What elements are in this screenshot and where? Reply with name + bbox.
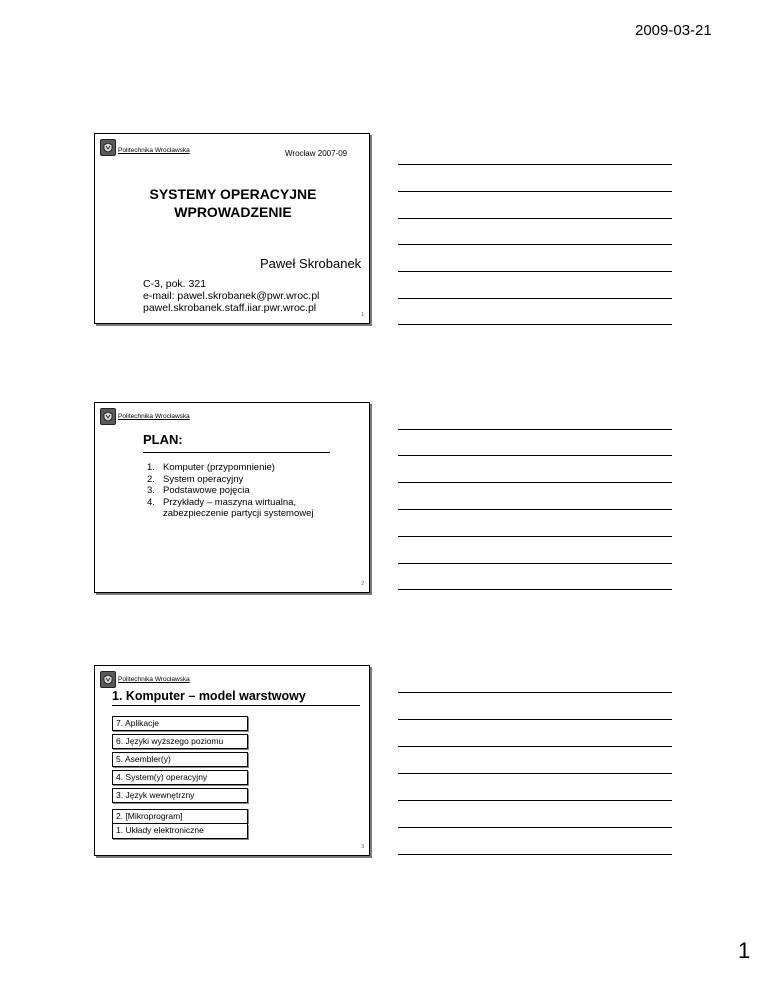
university-name: Politechnika Wrocławska xyxy=(118,676,190,683)
notes-line xyxy=(398,509,672,510)
layer-stack xyxy=(112,716,252,842)
notes-line xyxy=(398,692,672,693)
layer-box: 5. Asembler(y) xyxy=(112,752,248,767)
plan-list xyxy=(147,462,323,520)
slide-title-line-1: SYSTEMY OPERACYJNE xyxy=(149,186,317,202)
layer-box: 6. Języki wyższego poziomu xyxy=(112,734,248,749)
notes-line xyxy=(398,324,672,325)
slide-title-line-2: WPROWADZENIE xyxy=(174,204,292,220)
list-item xyxy=(147,462,323,474)
author-name: Paweł Skrobanek xyxy=(260,256,362,271)
slide-3 xyxy=(94,665,370,856)
list-item-number: 2. xyxy=(147,473,155,485)
page-date: 2009-03-21 xyxy=(635,22,712,39)
slide-title xyxy=(95,185,371,221)
slide-2 xyxy=(94,402,370,593)
notes-line xyxy=(398,164,672,165)
notes-line xyxy=(398,800,672,801)
notes-line xyxy=(398,563,672,564)
notes-line xyxy=(398,191,672,192)
slide-number: 3 xyxy=(361,844,364,850)
slide-1 xyxy=(94,133,370,324)
slide-location-date: Wrocław 2007-09 xyxy=(285,149,348,158)
list-item xyxy=(147,474,323,486)
list-item-number: 3. xyxy=(147,485,155,496)
heading-divider xyxy=(143,452,330,453)
slide-number: 1 xyxy=(361,312,364,318)
list-item xyxy=(147,485,323,497)
heading-divider xyxy=(112,705,360,706)
layer-box: 7. Aplikacje xyxy=(112,716,248,731)
university-name: Politechnika Wrocławska xyxy=(118,147,190,154)
contact-info xyxy=(143,278,319,314)
notes-line xyxy=(398,854,672,855)
notes-line xyxy=(398,773,672,774)
university-logo-icon xyxy=(100,408,116,425)
list-item xyxy=(147,497,323,520)
notes-line xyxy=(398,244,672,245)
list-item-number: 1. xyxy=(147,462,155,473)
notes-line xyxy=(398,271,672,272)
list-item-text: Komputer (przypomnienie) xyxy=(163,462,275,473)
notes-line xyxy=(398,746,672,747)
list-item-text: Przykłady – maszyna wirtualna, zabezpieczenie partycji systemowej xyxy=(163,496,314,519)
university-logo-icon xyxy=(100,139,116,156)
layer-box: 1. Układy elektroniczne xyxy=(112,824,248,839)
layer-box: 2. [Mikroprogram] xyxy=(112,809,248,824)
list-item-number: 4. xyxy=(147,496,155,508)
slide-heading: 1. Komputer – model warstwowy xyxy=(112,689,306,703)
page-number: 1 xyxy=(738,938,751,963)
layer-box: 4. System(y) operacyjny xyxy=(112,770,248,785)
notes-line xyxy=(398,455,672,456)
website-address: pawel.skrobanek.staff.iiar.pwr.wroc.pl xyxy=(143,302,317,314)
notes-line xyxy=(398,298,672,299)
notes-line xyxy=(398,827,672,828)
notes-line xyxy=(398,589,672,590)
notes-line xyxy=(398,536,672,537)
notes-line xyxy=(398,429,672,430)
university-name: Politechnika Wrocławska xyxy=(118,413,190,420)
notes-line xyxy=(398,719,672,720)
notes-line xyxy=(398,482,672,483)
email-address: e-mail: pawel.skrobanek@pwr.wroc.pl xyxy=(143,290,320,302)
office-room: C-3, pok. 321 xyxy=(143,278,207,290)
layer-box: 3. Język wewnętrzny xyxy=(112,788,248,803)
notes-line xyxy=(398,218,672,219)
university-logo-icon xyxy=(100,671,116,688)
list-item-text: Podstawowe pojęcia xyxy=(163,485,250,496)
slide-number: 2 xyxy=(361,581,364,587)
list-item-text: System operacyjny xyxy=(163,473,244,485)
slide-heading: PLAN: xyxy=(143,432,183,447)
